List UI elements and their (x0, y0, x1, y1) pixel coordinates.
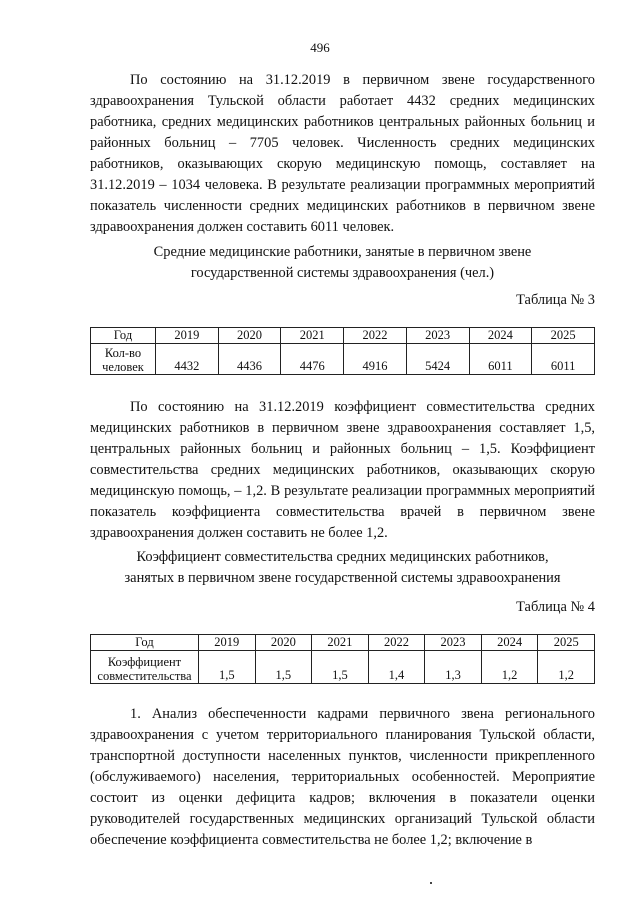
table4-caption-line1: Коэффициент совместительства средних медицинских работников, (136, 549, 549, 565)
table4-value: 1,2 (481, 651, 538, 684)
table4-caption-line2: занятых в первичном звене государственной системы здравоохранения (124, 570, 561, 586)
table3-row-label-line1: Кол-во (104, 346, 142, 360)
table3-caption (90, 242, 595, 284)
table3-values-row (91, 344, 595, 375)
table3-year: 2025 (532, 328, 595, 344)
table3-year: 2019 (156, 328, 219, 344)
paragraph-analysis: 1. Анализ обеспеченности кадрами первичного звена регионального здравоохранения с учетом территориального планирования Тульской области, транспортной доступности населенных пунктов, численности прикрепленного (обслуживаемого) населения, территориальных особенностей. Мероприятие состоит из оценки дефицита кадров; включения в показатели оценки руководителей государственных медицинских организаций Тульской области обеспечение коэффициента совместительства не более 1,2; включение в (90, 706, 595, 848)
table3-value: 4432 (156, 344, 219, 375)
table3-year: 2023 (406, 328, 469, 344)
table4-year: 2023 (425, 635, 482, 651)
table4-year: 2024 (481, 635, 538, 651)
table4 (90, 634, 595, 684)
table3-value: 6011 (532, 344, 595, 375)
table4-values-row (91, 651, 595, 684)
table4-year: 2025 (538, 635, 595, 651)
table4-row-label-line1: Коэффициент (107, 655, 182, 669)
table3-value: 4436 (218, 344, 281, 375)
table3-label: Таблица № 3 (516, 292, 595, 308)
table3-year: 2020 (218, 328, 281, 344)
table4-value: 1,4 (368, 651, 425, 684)
paragraph-staff-count: По состоянию на 31.12.2019 в первичном звене государственного здравоохранения Тульской области работает 4432 средних медицинских работника, средних медицинских работников центральных районных больниц и районных больниц – 7705 человек. Численность средних медицинских работников, оказывающих скорую медицинскую помощь, составляет на 31.12.2019 – 1034 человека. В результате реализации программных мероприятий показатель численности средних медицинских работников в первичном звене здравоохранения должен составить 6011 человек. (90, 72, 595, 235)
table3-row-label (91, 344, 156, 375)
table4-header-label: Год (91, 635, 199, 651)
table4-value: 1,5 (199, 651, 256, 684)
table4-row-label (91, 651, 199, 684)
table4-value: 1,5 (312, 651, 369, 684)
table3-value: 4916 (344, 344, 407, 375)
table4-value: 1,3 (425, 651, 482, 684)
table4-label: Таблица № 4 (516, 599, 595, 615)
table4-year: 2022 (368, 635, 425, 651)
table3-value: 5424 (406, 344, 469, 375)
table3-year: 2024 (469, 328, 532, 344)
table3-caption-line1: Средние медицинские работники, занятые в первичном звене (153, 244, 532, 260)
table3-header-row (91, 328, 595, 344)
table4-year: 2020 (255, 635, 312, 651)
paragraph-coefficient: По состоянию на 31.12.2019 коэффициент совместительства средних медицинских работников в первичном звене здравоохранения составляет 1,5, центральных районных больниц и районных больниц – 1,5. Коэффициент совместительства средних медицинских работников, оказывающих скорую медицинскую помощь, – 1,2. В результате реализации программных мероприятий показатель коэффициента совместительства врачей в первичном звене здравоохранения должен составить не более 1,2. (90, 399, 595, 541)
table3-row-label-line2: человек (102, 360, 144, 374)
table4-caption (90, 547, 595, 589)
table4-year: 2019 (199, 635, 256, 651)
table4-header-row (91, 635, 595, 651)
table4-year: 2021 (312, 635, 369, 651)
table3-value: 6011 (469, 344, 532, 375)
table3-caption-line2: государственной системы здравоохранения (чел.) (190, 265, 495, 281)
table3-year: 2022 (344, 328, 407, 344)
table3-year: 2021 (281, 328, 344, 344)
table3-header-label: Год (91, 328, 156, 344)
table4-row-label-line2: совместительства (97, 669, 192, 683)
scan-mark (430, 882, 432, 884)
table4-value: 1,2 (538, 651, 595, 684)
table4-value: 1,5 (255, 651, 312, 684)
table3 (90, 327, 595, 375)
table3-value: 4476 (281, 344, 344, 375)
page-number: 496 (310, 40, 330, 55)
